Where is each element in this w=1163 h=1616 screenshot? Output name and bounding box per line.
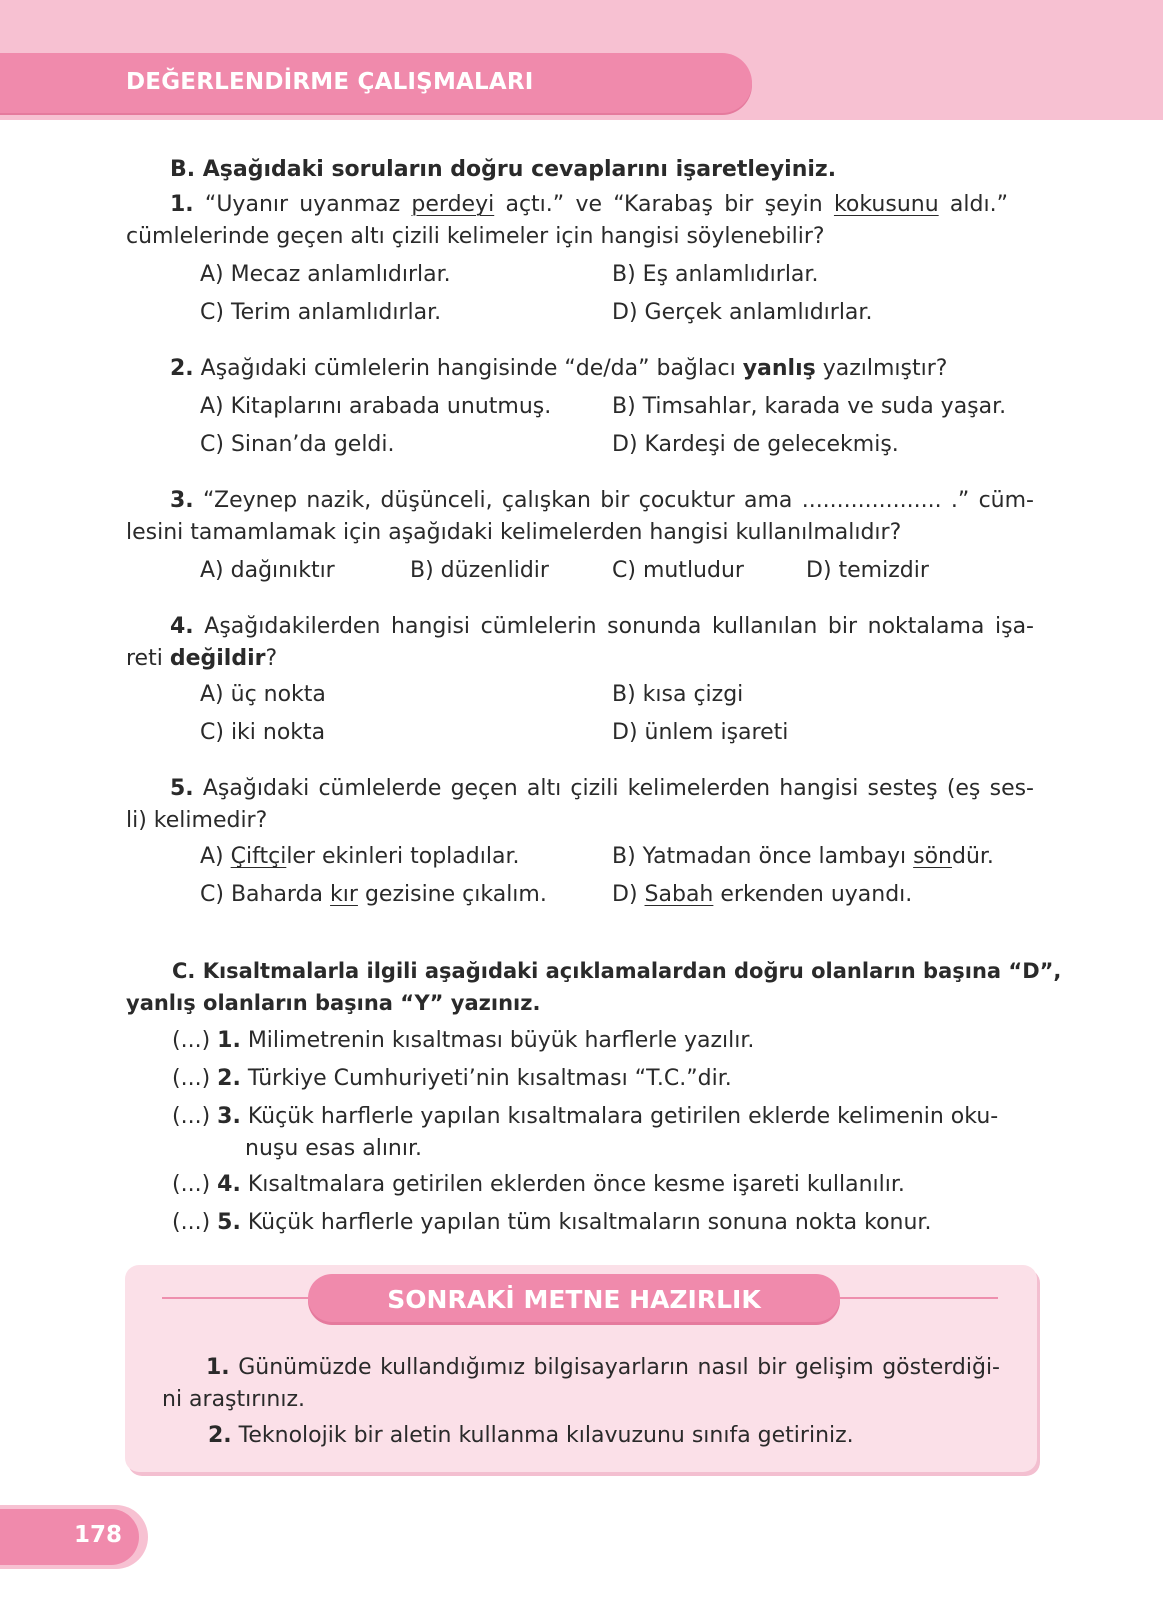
q1-option-b[interactable]: B) Eş anlamlıdırlar. [612, 262, 819, 287]
q4-option-d[interactable]: D) ünlem işareti [612, 720, 789, 745]
q5-a-prefix: A) [200, 844, 231, 869]
q5-text: Aşağıdaki cümlelerde geçen altı çizili kelimelerden hangisi sesteş (eş ses- [193, 776, 1034, 801]
q5-c-underlined: kır [330, 882, 358, 907]
q4-line2 [126, 646, 277, 672]
q5-option-c[interactable] [200, 882, 547, 908]
prep-item-1-continuation: ni araştırınız. [162, 1387, 306, 1412]
q5-option-b[interactable] [612, 844, 994, 870]
c-item-4 [172, 1172, 905, 1198]
q5-b-prefix: B) Yatmadan önce lambayı [612, 844, 914, 869]
c-item-text: Kısaltmalara getirilen eklerden önce kesme işareti kullanılır. [240, 1172, 905, 1197]
q4-text-b: reti [126, 646, 170, 671]
q5-option-d[interactable] [612, 882, 912, 908]
q1-underlined-2: kokusunu [833, 192, 939, 217]
q2-option-c[interactable]: C) Sinan’da geldi. [200, 432, 395, 457]
c-item-text: Milimetrenin kısaltması büyük harflerle yazılır. [240, 1028, 755, 1053]
prep-item-1 [162, 1355, 1000, 1381]
answer-blank[interactable]: (...) [172, 1210, 211, 1235]
q1-number: 1. [170, 192, 194, 217]
page-number: 178 [74, 1522, 123, 1548]
q4-option-c[interactable]: C) iki nokta [200, 720, 326, 745]
q3-option-d[interactable]: D) temizdir [806, 558, 929, 583]
q3-option-a[interactable]: A) dağınıktır [200, 558, 335, 583]
prep-item-2-number: 2. [208, 1423, 232, 1448]
c-item-3-continuation: nuşu esas alınır. [245, 1136, 422, 1161]
q5-d-prefix: D) [612, 882, 645, 907]
q2-text-a: Aşağıdaki cümlelerin hangisinde “de/da” bağlacı [193, 356, 743, 381]
answer-blank[interactable]: (...) [172, 1028, 211, 1053]
q2-number: 2. [170, 356, 194, 381]
c-item-text: Küçük harflerle yapılan tüm kısaltmaların sonuna nokta konur. [240, 1210, 932, 1235]
q5-d-underlined: Sabah [644, 882, 714, 907]
q5-d-rest: erkenden uyandı. [713, 882, 913, 907]
prep-item-2-text: Teknolojik bir aletin kullanma kılavuzunu sınıfa getiriniz. [231, 1423, 854, 1448]
q5-c-prefix: C) Baharda [200, 882, 331, 907]
q1-line1 [126, 192, 1008, 218]
section-c-heading-line1: C. Kısaltmalarla ilgili aşağıdaki açıklamalardan doğru olanların başına “D”, [172, 959, 1062, 983]
section-b-heading: B. Aşağıdaki soruların doğru cevaplarını işaretleyiniz. [170, 157, 837, 182]
c-item-number: 1. [217, 1028, 241, 1053]
q4-option-a[interactable]: A) üç nokta [200, 682, 326, 707]
c-item-text: Küçük harflerle yapılan kısaltmalara getirilen eklerde kelimenin oku- [240, 1104, 999, 1129]
answer-blank[interactable]: (...) [172, 1172, 211, 1197]
c-item-number: 3. [217, 1104, 241, 1129]
q2-option-d[interactable]: D) Kardeşi de gelecekmiş. [612, 432, 899, 457]
q3-option-c[interactable]: C) mutludur [612, 558, 744, 583]
q4-line1 [126, 614, 1034, 640]
q2-option-b[interactable]: B) Timsahlar, karada ve suda yaşar. [612, 394, 1007, 419]
c-item-2 [172, 1066, 732, 1092]
prep-rule-right [836, 1297, 998, 1299]
q1-line2: cümlelerinde geçen altı çizili kelimeler için hangisi söylenebilir? [126, 224, 825, 249]
q3-line1 [126, 488, 1034, 514]
q5-c-rest: gezisine çıkalım. [357, 882, 547, 907]
q5-b-underlined: sön [913, 844, 952, 869]
q1-option-c[interactable]: C) Terim anlamlıdırlar. [200, 300, 442, 325]
q5-a-rest: ler ekinleri topladılar. [286, 844, 520, 869]
q2-text-b: yazılmıştır? [815, 356, 948, 381]
q2-bold-word: yanlış [742, 356, 816, 381]
c-item-number: 5. [217, 1210, 241, 1235]
prep-item-1-text: Günümüzde kullandığımız bilgisayarların nasıl bir gelişim gösterdiği- [229, 1355, 1000, 1380]
q5-a-underlined: Çiftçi [230, 844, 287, 869]
q1-underlined-1: perdeyi [411, 192, 495, 217]
q1-option-a[interactable]: A) Mecaz anlamlıdırlar. [200, 262, 451, 287]
c-item-text: Türkiye Cumhuriyeti’nin kısaltması “T.C.”dir. [240, 1066, 732, 1091]
page-title: DEĞERLENDİRME ÇALIŞMALARI [126, 69, 534, 95]
q4-option-b[interactable]: B) kısa çizgi [612, 682, 744, 707]
q1-text-b: açtı.” ve “Karabaş bir şeyin [494, 192, 834, 217]
q3-option-b[interactable]: B) düzenlidir [410, 558, 549, 583]
q1-text-c: aldı.” [938, 192, 1008, 217]
q5-line2: li) kelimedir? [126, 808, 268, 833]
q4-text: Aşağıdakilerden hangisi cümlelerin sonunda kullanılan bir noktalama işa- [193, 614, 1034, 639]
c-item-number: 2. [217, 1066, 241, 1091]
q3-number: 3. [170, 488, 194, 513]
q4-text-c: ? [265, 646, 278, 671]
q5-number: 5. [170, 776, 194, 801]
q5-line1 [126, 776, 1034, 802]
answer-blank[interactable]: (...) [172, 1066, 211, 1091]
q1-text-a: “Uyanır uyanmaz [193, 192, 412, 217]
q3-text: “Zeynep nazik, düşünceli, çalışkan bir çocuktur ama .................... .” cüm- [193, 488, 1034, 513]
q4-bold-word: değildir [169, 646, 266, 671]
section-c-heading-line2: yanlış olanların başına “Y” yazınız. [126, 991, 541, 1015]
q5-option-a[interactable] [200, 844, 519, 870]
c-item-5 [172, 1210, 931, 1236]
q3-line2: lesini tamamlamak için aşağıdaki kelimelerden hangisi kullanılmalıdır? [126, 520, 902, 545]
answer-blank[interactable]: (...) [172, 1104, 211, 1129]
prep-item-1-number: 1. [206, 1355, 230, 1380]
c-item-number: 4. [217, 1172, 241, 1197]
q4-number: 4. [170, 614, 194, 639]
c-item-3 [172, 1104, 998, 1130]
c-item-1 [172, 1028, 754, 1054]
prep-rule-left [162, 1297, 312, 1299]
prep-item-2 [208, 1423, 854, 1449]
prep-title: SONRAKİ METNE HAZIRLIK [387, 1285, 761, 1314]
q2-option-a[interactable]: A) Kitaplarını arabada unutmuş. [200, 394, 552, 419]
q5-b-rest: dür. [951, 844, 994, 869]
q2-line1 [170, 356, 947, 382]
q1-option-d[interactable]: D) Gerçek anlamlıdırlar. [612, 300, 873, 325]
